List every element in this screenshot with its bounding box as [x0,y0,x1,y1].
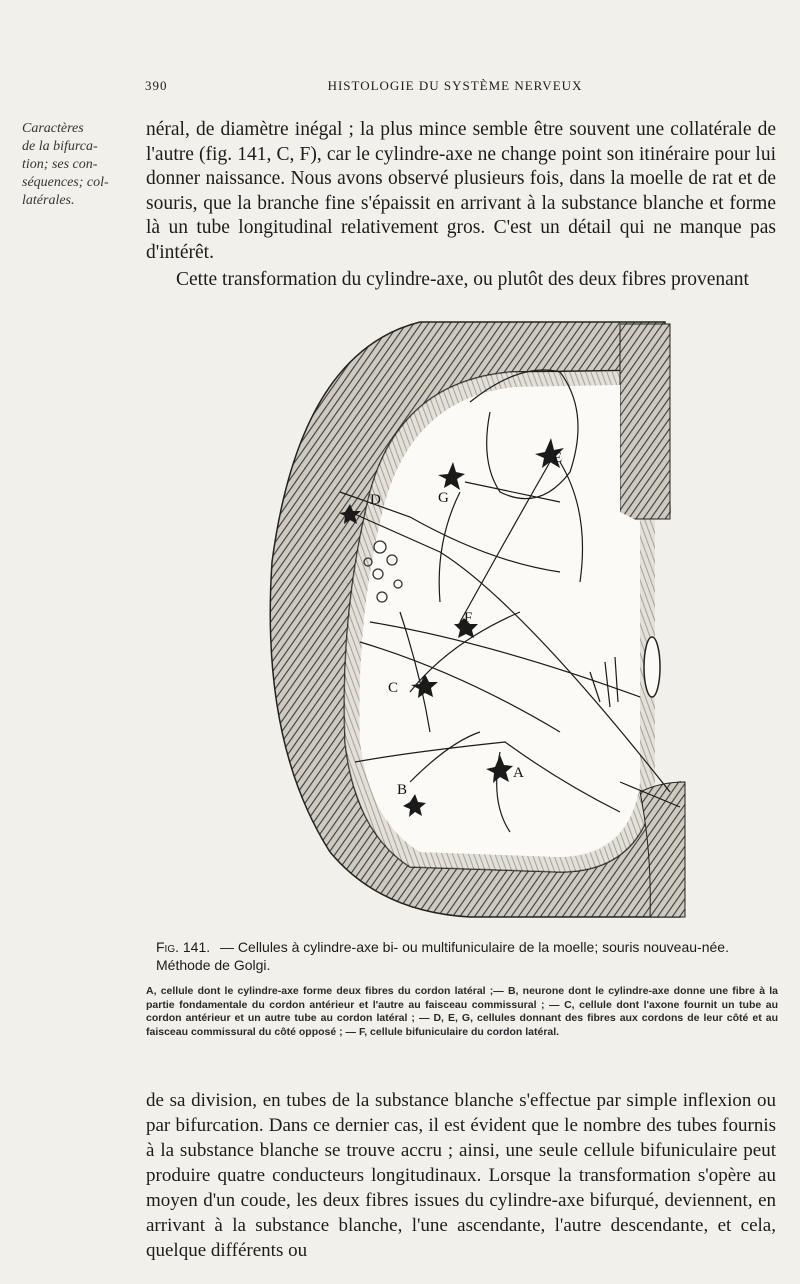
figure-legend: A, cellule dont le cylindre-axe forme deux fibres du cordon latéral ;— B, neurone dont le cylindre-axe donne une fibre à la partie fondamentale du cordon antérieur et l'autre au faisceau commissural ; — C, cellule dont l'axone fournit un tube au cordon antérieur et un autre tube au cordon latéral ; — D, E, G, cellules donnant des fibres aux cordons de leur côté et au faisceau commissural du côté opposé ; — F, cellule bifuniculaire du cordon latéral. [146,985,778,1038]
margin-note-line: tion; ses con- [22,157,98,172]
figure-141-illustration [260,312,690,920]
central-canal [644,637,660,697]
margin-note [22,120,134,210]
label-f: F [464,610,473,626]
running-head [140,78,770,98]
label-b: B [397,782,408,798]
margin-note-line: Caractères [22,121,84,136]
label-g: G [438,490,449,506]
body-paragraph-1: néral, de diamètre inégal ; la plus mince semble être souvent une collatérale de l'autre (fig. 141, C, F), car le cylindre-axe ne change point son itinéraire pour lui donner naissance. Nous avons observé plusieurs fois, dans la moelle de rat et de souris, que la branche fine s'épaissit en arrivant à la substance blanche et forme là un tube longitudinal relativement gros. C'est un détail qui ne manque pas d'intérêt. [146,119,776,263]
page-number: 390 [145,78,168,93]
caption-label: Fig. 141. [156,939,211,955]
margin-note-line: de la bifurca- [22,139,98,154]
body-paragraph-2: Cette transformation du cylindre-axe, ou plutôt des deux fibres provenant [176,269,749,290]
margin-note-line: séquences; col- [22,175,109,190]
spinal-cord-drawing [260,312,690,920]
running-title: HISTOLOGIE DU SYSTÈME NERVEUX [327,78,583,93]
label-e: E [553,450,563,466]
body-paragraph-3: de sa division, en tubes de la substance blanche s'effectue par simple inflexion ou par bifurcation. Dans ce dernier cas, il est évident que le nombre des tubes fournis à la substance blanche se trouve accru ; ainsi, une seule cellule bifuniculaire peut produire quatre conducteurs longitudinaux. Lorsque la transformation s'opère au moyen d'un coude, les deux fibres issues du cylindre-axe bifurqué, deviennent, en arrivant à la substance blanche, l'une ascendante, l'autre descendante, et cela, quelque différents ou [146,1090,776,1261]
label-d: D [370,492,381,508]
figure-caption [146,938,778,974]
label-c: C [388,680,399,696]
label-a: A [513,765,524,781]
caption-title: — Cellules à cylindre-axe bi- ou multifuniculaire de la moelle; souris nouveau-née. Méthode de Golgi. [156,939,729,973]
dorsal-column [620,324,670,519]
margin-note-line: latérales. [22,193,75,208]
